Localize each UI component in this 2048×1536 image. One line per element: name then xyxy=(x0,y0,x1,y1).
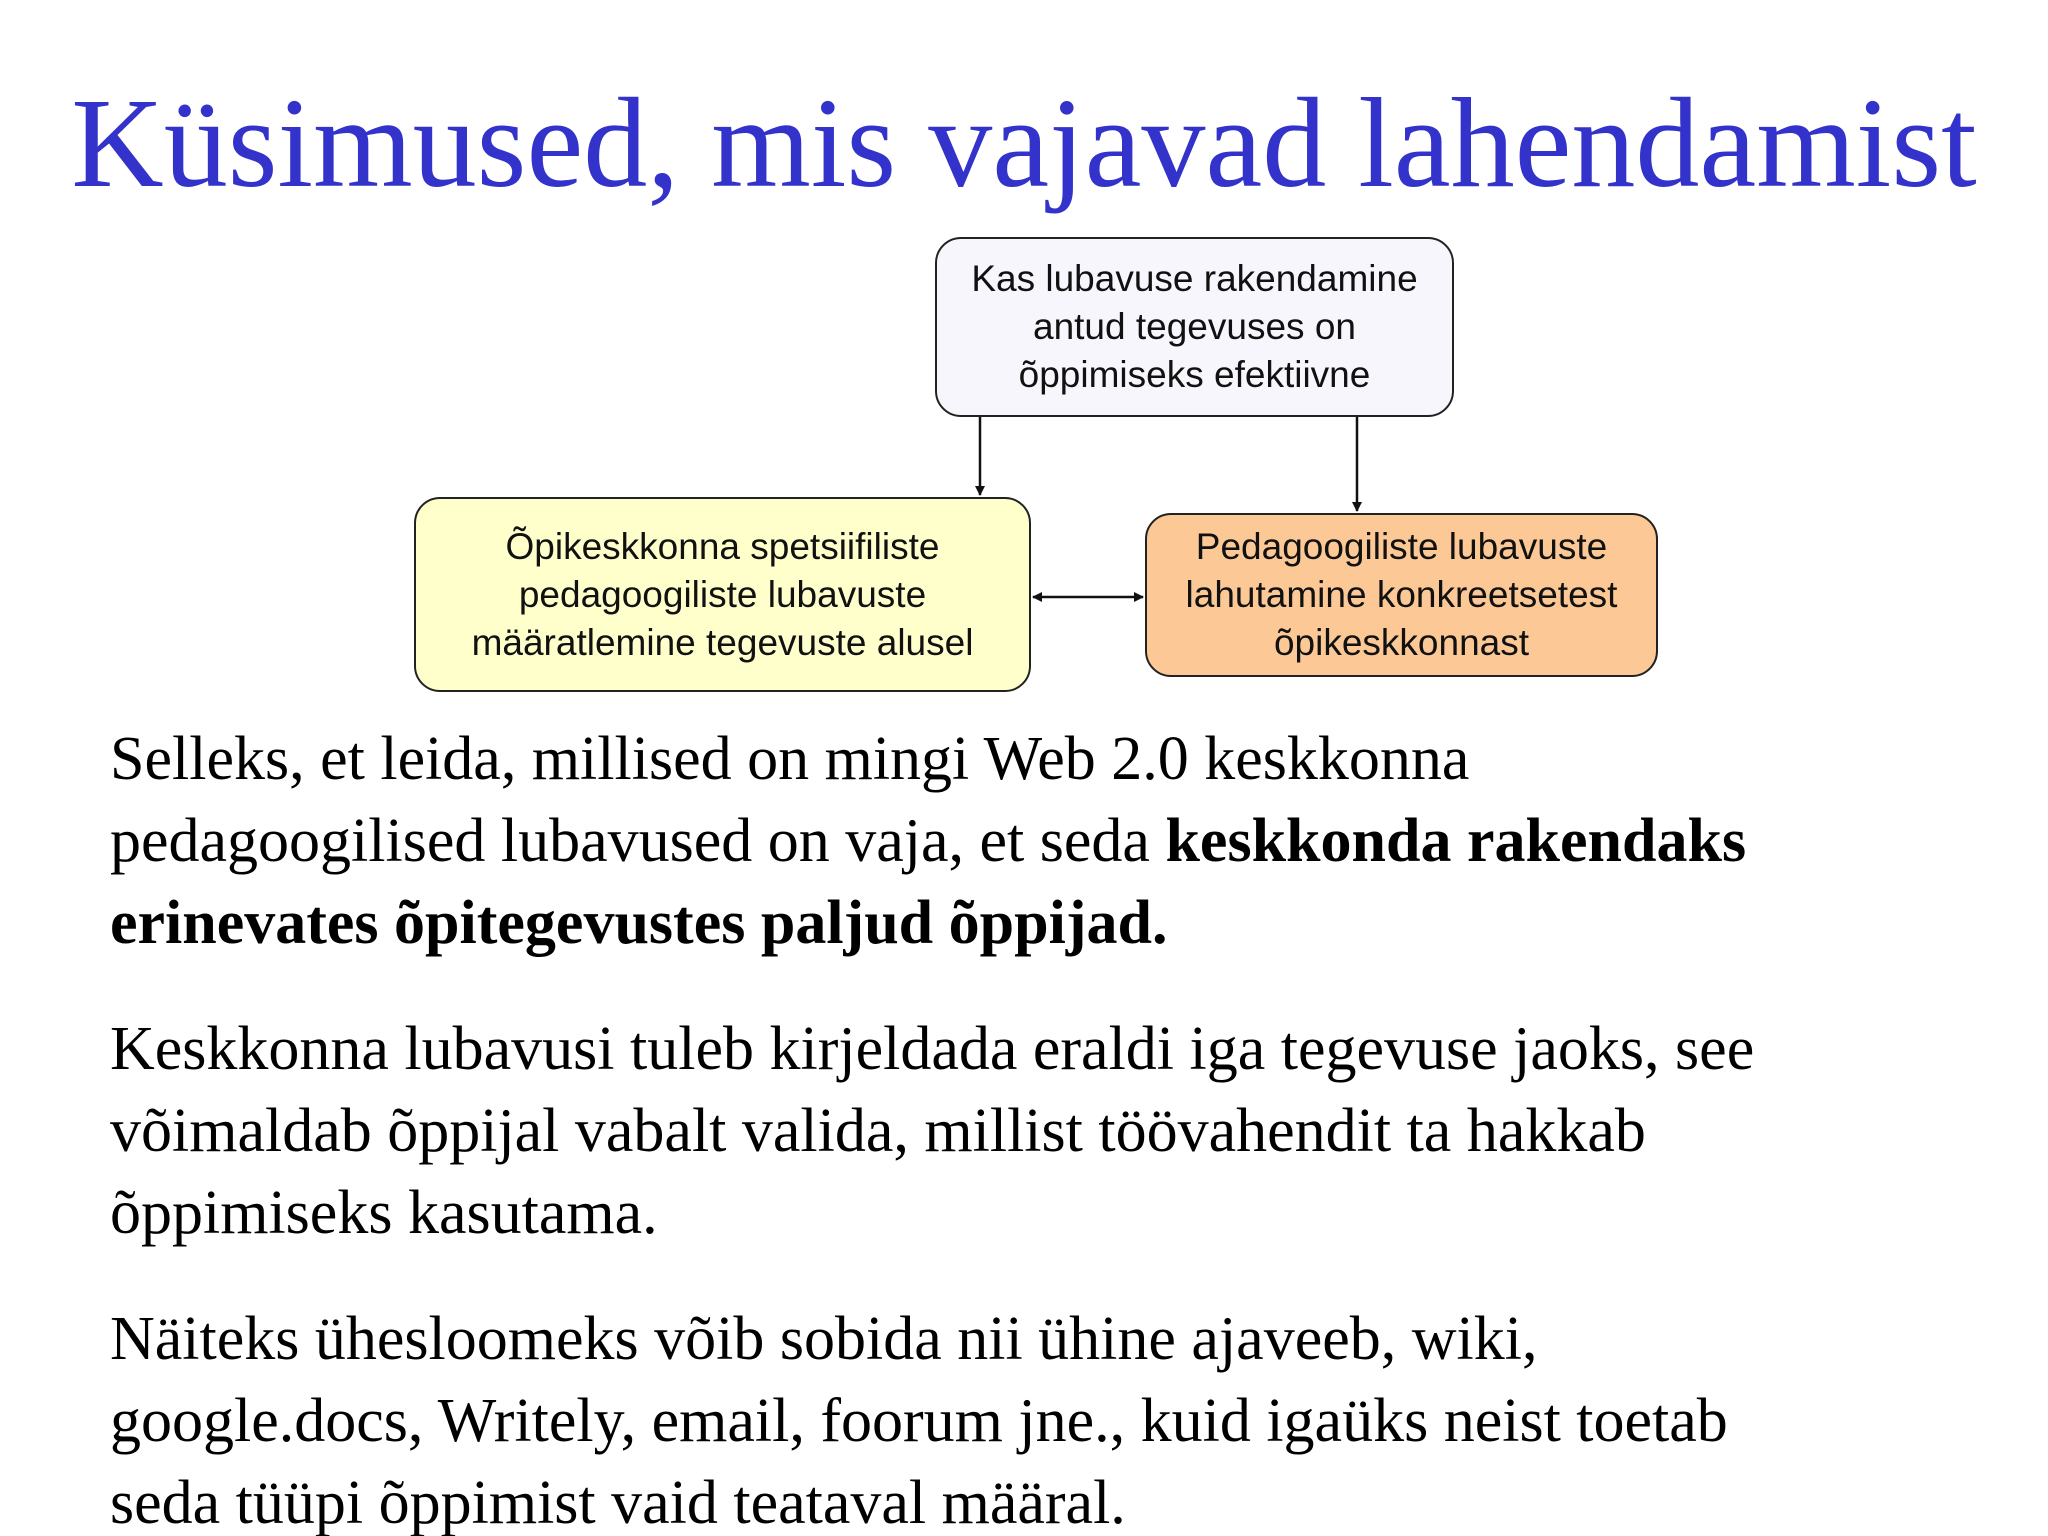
box-line: määratlemine tegevuste alusel xyxy=(471,621,974,663)
box-line: Õpikeskkonna spetsiifiliste xyxy=(505,525,940,567)
diagram-box-separating-affordances xyxy=(1145,513,1658,677)
paragraph-line: võimaldab õppijal vabalt valida, millist töövahendit ta hakkab xyxy=(110,1097,1646,1165)
diagram-box-defining-affordances xyxy=(414,497,1031,692)
slide-title: Küsimused, mis vajavad lahendamist xyxy=(71,72,1977,214)
paragraph-line: õppimiseks kasutama. xyxy=(110,1179,658,1247)
box-line: pedagoogiliste lubavuste xyxy=(518,573,927,615)
box-line: õpikeskkonnast xyxy=(1273,622,1530,663)
diagram-box-effectiveness xyxy=(935,237,1454,417)
slide-body xyxy=(110,718,1970,1536)
affordance-diagram xyxy=(0,0,2048,720)
box-line: lahutamine konkreetsetest xyxy=(1185,574,1618,615)
paragraph-2 xyxy=(110,1008,1970,1254)
box-line: Pedagoogiliste lubavuste xyxy=(1195,526,1608,567)
paragraph-emphasis: erinevates õpitegevustes paljud õppijad. xyxy=(110,889,1168,957)
paragraph-line: seda tüüpi õppimist vaid teataval määral. xyxy=(110,1469,1126,1536)
paragraph-line: Näiteks ühesloomeks võib sobida nii ühine ajaveeb, wiki, xyxy=(110,1305,1538,1373)
box-line: Kas lubavuse rakendamine xyxy=(971,258,1418,299)
paragraph-line: Selleks, et leida, millised on mingi Web 2.0 keskkonna xyxy=(110,725,1470,793)
box-line: antud tegevuses on xyxy=(1033,306,1356,347)
paragraph-1 xyxy=(110,718,1970,964)
paragraph-3 xyxy=(110,1298,1970,1536)
paragraph-text: pedagoogilised lubavused on vaja, et seda xyxy=(110,807,1166,875)
paragraph-line xyxy=(110,882,1970,964)
paragraph-line: Keskkonna lubavusi tuleb kirjeldada eraldi iga tegevuse jaoks, see xyxy=(110,1015,1755,1083)
paragraph-line: google.docs, Writely, email, foorum jne., kuid igaüks neist toetab xyxy=(110,1387,1728,1455)
paragraph-line xyxy=(110,800,1970,882)
box-line: õppimiseks efektiivne xyxy=(1018,354,1371,395)
paragraph-emphasis: keskkonda rakendaks xyxy=(1165,807,1747,875)
